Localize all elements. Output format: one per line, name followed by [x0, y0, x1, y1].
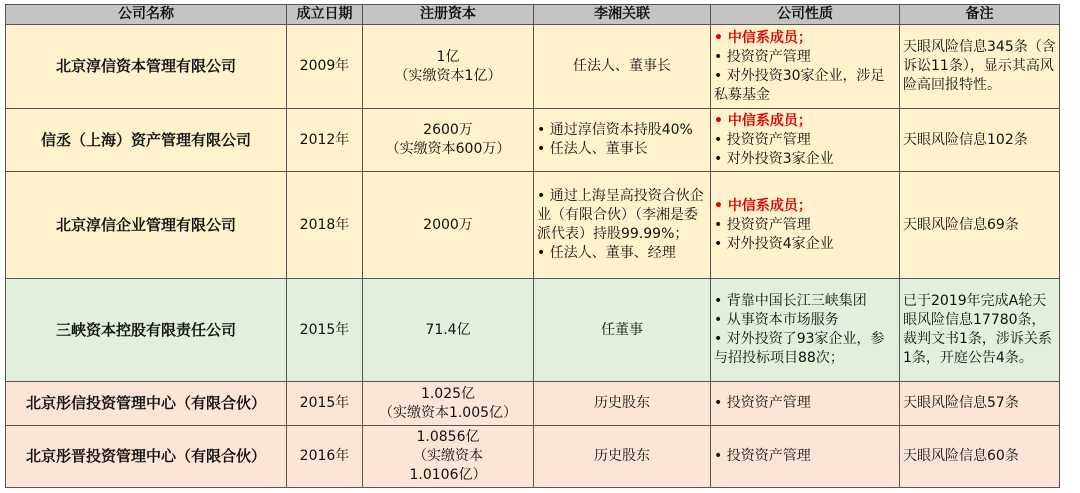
nature-line: • 投资资产管理 — [714, 48, 896, 67]
relation-cell — [534, 382, 711, 426]
relation-line: 任法人、董事长 — [573, 58, 671, 74]
relation-cell — [534, 279, 711, 382]
table-row — [6, 109, 1060, 172]
capital-line: 2000万 — [423, 216, 473, 233]
capital-line: （实缴资本1亿） — [394, 67, 502, 84]
table-row — [6, 382, 1060, 426]
company-name-cell — [6, 382, 287, 426]
company-nature-cell — [711, 279, 900, 382]
header-company-nature: 公司性质 — [711, 5, 900, 25]
nature-line: • 投资资产管理 — [714, 216, 896, 235]
note-cell — [900, 25, 1060, 109]
company-nature-cell — [711, 25, 900, 109]
founded-date: 2012年 — [299, 131, 350, 148]
nature-line: • 投资资产管理 — [714, 394, 896, 413]
founded-date-cell — [287, 426, 363, 488]
company-nature-cell — [711, 109, 900, 172]
table-body — [6, 25, 1060, 488]
company-name-cell — [6, 279, 287, 382]
nature-line: • 从事资本市场服务 — [714, 311, 896, 330]
relation-line: • 通过淳信资本持股40% — [537, 122, 693, 138]
nature-line: • 中信系成员； — [714, 29, 896, 48]
header-registered-capital: 注册资本 — [363, 5, 534, 25]
relation-cell — [534, 109, 711, 172]
relation-line: 历史股东 — [594, 395, 650, 411]
table-row — [6, 426, 1060, 488]
company-name-cell — [6, 25, 287, 109]
nature-line: • 中信系成员； — [714, 197, 896, 216]
nature-line: • 投资资产管理 — [714, 131, 896, 150]
founded-date: 2015年 — [299, 321, 350, 338]
founded-date: 2018年 — [299, 216, 350, 233]
company-name: 北京淳信资本管理有限公司 — [55, 57, 236, 75]
company-name-cell — [6, 172, 287, 279]
company-name: 北京彤晋投资管理中心（有限合伙） — [25, 447, 266, 465]
relation-line: 历史股东 — [594, 448, 650, 464]
capital-line: 71.4亿 — [425, 321, 471, 338]
relation-cell — [534, 25, 711, 109]
relation-line: • 任法人、董事长 — [537, 141, 648, 157]
registered-capital-cell — [363, 25, 534, 109]
capital-line: （实缴资本1.005亿） — [378, 404, 518, 421]
company-name-cell — [6, 426, 287, 488]
note-text: 天眼风险信息345条（含诉讼11条），显示其高风险高回报特性。 — [903, 39, 1056, 93]
capital-line: 1.025亿 — [420, 385, 476, 402]
capital-line: 1亿 — [436, 48, 460, 65]
founded-date-cell — [287, 25, 363, 109]
capital-line: 2600万 — [423, 122, 473, 138]
relation-line: • 通过上海呈高投资合伙企业（有限合伙）（李湘是委派代表）持股99.99%； — [537, 188, 704, 242]
capital-line: （实缴资本 — [413, 448, 483, 464]
company-name-cell — [6, 109, 287, 172]
company-name: 信丞（上海）资产管理有限公司 — [40, 130, 251, 149]
nature-line: • 对外投资4家企业 — [714, 235, 896, 254]
note-text: 天眼风险信息60条 — [903, 448, 1019, 464]
company-nature-cell — [711, 172, 900, 279]
founded-date-cell — [287, 109, 363, 172]
note-cell — [900, 279, 1060, 382]
registered-capital-cell — [363, 109, 534, 172]
table-row — [6, 279, 1060, 382]
note-text: 已于2019年完成A轮天眼风险信息17780条，裁判文书1条，涉诉关系1条，开庭公告4条。 — [903, 293, 1052, 366]
registered-capital-cell — [363, 172, 534, 279]
company-table — [5, 4, 1060, 488]
table-row — [6, 172, 1060, 279]
founded-date-cell — [287, 382, 363, 426]
company-nature-cell — [711, 426, 900, 488]
nature-line: • 对外投资了93家企业，参与招投标项目88次； — [714, 330, 896, 368]
founded-date: 2009年 — [299, 58, 350, 74]
relation-cell — [534, 172, 711, 279]
note-text: 天眼风险信息57条 — [903, 395, 1019, 411]
relation-line: • 任法人、董事、经理 — [537, 245, 676, 261]
nature-line: • 投资资产管理 — [714, 447, 896, 466]
capital-line: （实缴资本600万） — [385, 141, 511, 157]
founded-date-cell — [287, 172, 363, 279]
note-cell — [900, 172, 1060, 279]
registered-capital-cell — [363, 426, 534, 488]
company-name: 北京淳信企业管理有限公司 — [55, 215, 236, 234]
registered-capital-cell — [363, 279, 534, 382]
company-name: 北京彤信投资管理中心（有限合伙） — [25, 394, 266, 412]
capital-line: 1.0106亿） — [409, 467, 487, 483]
capital-line: 1.0856亿 — [416, 429, 480, 445]
registered-capital-cell — [363, 382, 534, 426]
founded-date: 2015年 — [299, 395, 350, 411]
header-founded-date: 成立日期 — [287, 5, 363, 25]
header-company-name: 公司名称 — [6, 5, 287, 25]
company-table-container — [5, 4, 1060, 488]
note-cell — [900, 109, 1060, 172]
note-cell — [900, 382, 1060, 426]
table-row — [6, 25, 1060, 109]
nature-line: • 中信系成员； — [714, 112, 896, 131]
relation-line: 任董事 — [601, 321, 643, 338]
note-cell — [900, 426, 1060, 488]
relation-cell — [534, 426, 711, 488]
founded-date: 2016年 — [299, 448, 350, 464]
nature-line: • 对外投资3家企业 — [714, 150, 896, 169]
founded-date-cell — [287, 279, 363, 382]
nature-line: • 对外投资30家企业，涉足私募基金 — [714, 67, 896, 105]
header-relation: 李湘关联 — [534, 5, 711, 25]
nature-line: • 背靠中国长江三峡集团 — [714, 292, 896, 311]
note-text: 天眼风险信息102条 — [903, 131, 1028, 148]
note-text: 天眼风险信息69条 — [903, 216, 1019, 233]
header-note: 备注 — [900, 5, 1060, 25]
header-row — [6, 5, 1060, 25]
company-name: 三峡资本控股有限责任公司 — [55, 320, 236, 339]
company-nature-cell — [711, 382, 900, 426]
